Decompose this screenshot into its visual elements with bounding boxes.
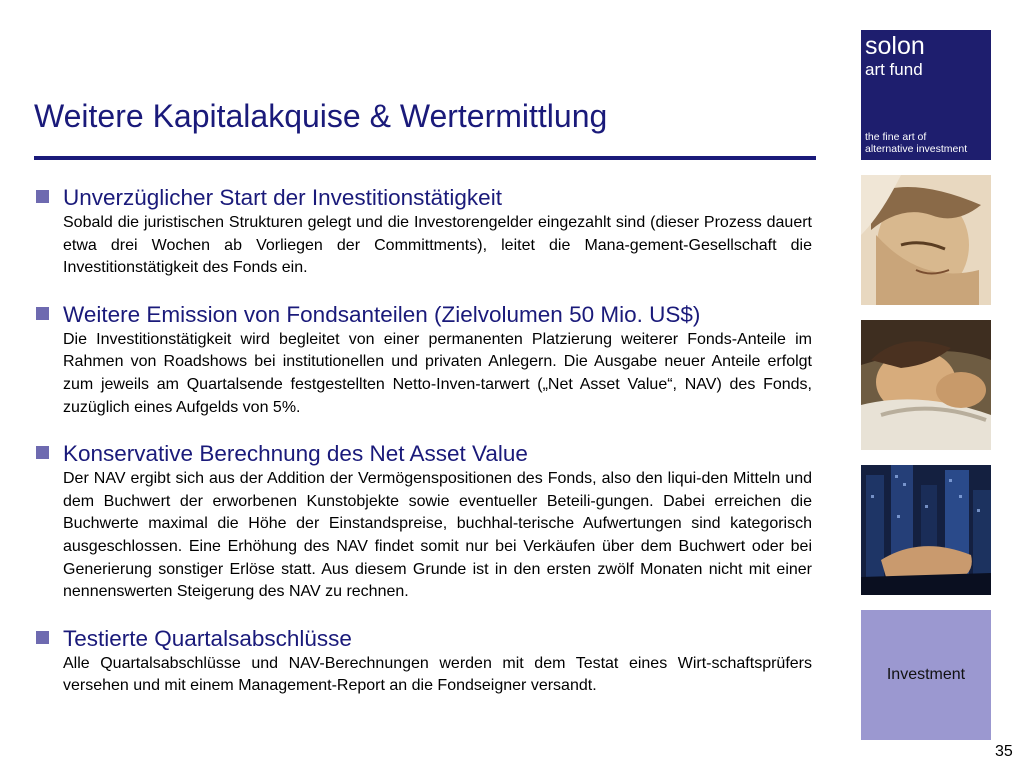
logo-tagline-line2: alternative investment — [865, 143, 968, 155]
bullet-body: Alle Quartalsabschlüsse und NAV-Berechnungen werden mit dem Testat eines Wirt-schaftsprüfers versehen und mit einem Management-Report an die Fondseigner versandt. — [63, 654, 812, 695]
bullet-heading: Testierte Quartalsabschlüsse — [63, 625, 352, 651]
bullet-body: Die Investitionstätigkeit wird begleitet von einer permanenten Platzierung weiterer Fonds-Anteile im Rahmen von Roadshows bei institutionellen und privaten Anlegern. Die Ausgabe neuer Anteile erfolgt zum jeweils am Quartalsende festgestellten Netto-Inven-tarwert („Net Asset Value“, NAV) des Fonds, zuzüglich eines Aufgelds von 5%. — [63, 330, 812, 416]
bullet-item — [34, 184, 812, 280]
artwork-sleeping-woman-image — [861, 320, 991, 450]
bullet-list — [34, 184, 812, 719]
artwork-city-night-image — [861, 465, 991, 595]
square-bullet-icon — [36, 307, 49, 320]
bullet-heading: Unverzüglicher Start der Investitionstätigkeit — [63, 185, 502, 210]
artwork-sketch-face-image — [861, 175, 991, 305]
section-label-investment: Investment — [861, 610, 991, 740]
logo-wordmark-solon: solon — [865, 32, 925, 60]
solon-art-fund-logo — [861, 30, 991, 160]
slide-title: Weitere Kapitalakquise & Wertermittlung — [34, 98, 608, 134]
bullet-body: Der NAV ergibt sich aus der Addition der Vermögenspositionen des Fonds, also den liqui-den Mitteln und dem Buchwert der erworbenen Kunstobjekte sowie eventueller Beteili-gungen. Dabei erreichen die Buchwerte maximal die Höhe der Einstandspreise, buchhal-terische Aufwertungen sind kategorisch ausgeschlossen. Eine Erhöhung des NAV findet somit nur bei Verkäufen über dem Buchwert oder bei Generierung sonstiger Erlöse statt. Aus diesem Grunde ist in den ersten zwölf Monaten nicht mit einer nennenswerten Steigerung des NAV zu rechnen. — [63, 470, 812, 601]
bullet-body: Sobald die juristischen Strukturen gelegt und die Investorengelder eingezahlt sind (dieser Prozess dauert etwa drei Wochen ab Vorliegen der Committments), leitet die Mana-gement-Gesellschaft die Investitionstätigkeit des Fonds ein. — [63, 214, 812, 277]
square-bullet-icon — [36, 446, 49, 459]
square-bullet-icon — [36, 190, 49, 203]
title-divider — [34, 156, 816, 160]
bullet-item — [34, 440, 812, 604]
page-number: 35 — [995, 743, 1013, 760]
logo-tagline — [865, 131, 967, 155]
logo-wordmark-art-fund: art fund — [865, 60, 923, 79]
logo-tagline-line1: the fine art of — [865, 131, 927, 143]
bullet-item — [34, 625, 812, 698]
bullet-heading: Konservative Berechnung des Net Asset Value — [63, 441, 528, 467]
bullet-item — [34, 301, 812, 419]
square-bullet-icon — [36, 631, 49, 644]
bullet-heading: Weitere Emission von Fondsanteilen (Zielvolumen 50 Mio. US$) — [63, 301, 701, 327]
